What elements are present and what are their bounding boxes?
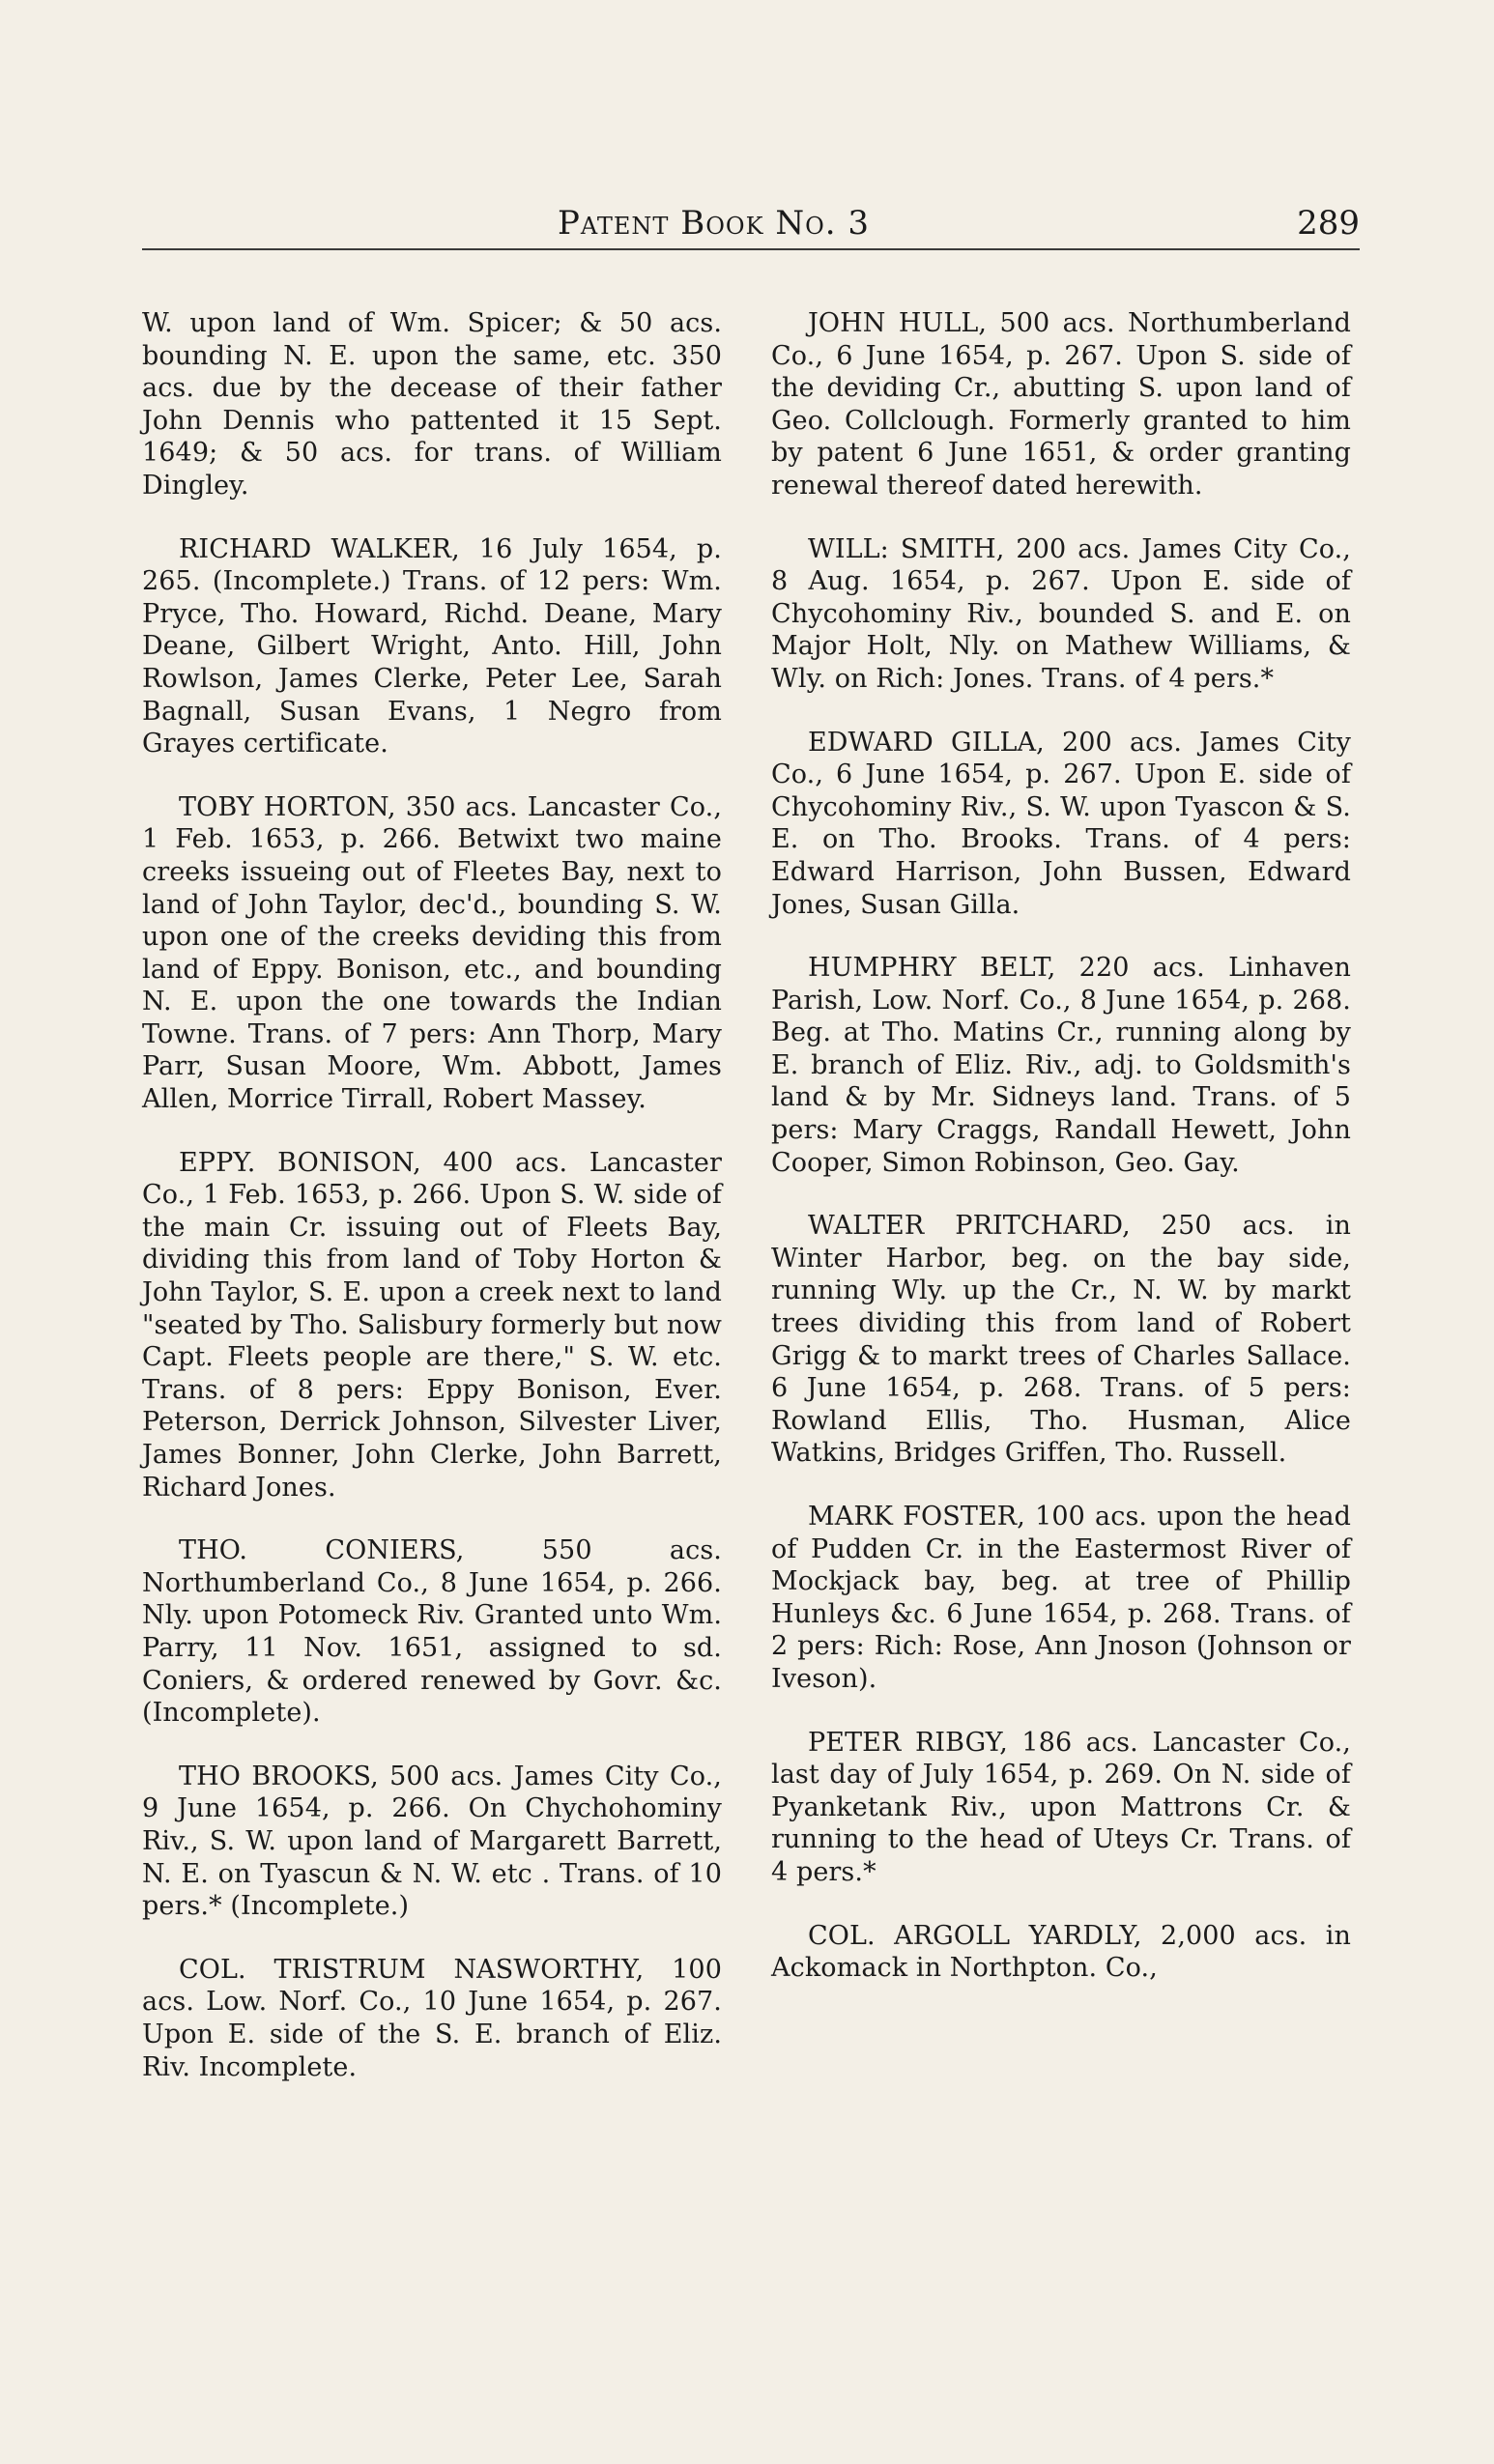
patent-entry: EDWARD GILLA, 200 acs. James City Co., 6 June 1654, p. 267. Upon E. side of Chycohominy Riv., S. W. upon Tyascon & S. E. on Tho. Brooks. Trans. of 4 pers: Edward Harrison, John Bussen, Edward Jones, Susan Gilla. (771, 727, 1351, 920)
patent-entry: W. upon land of Wm. Spicer; & 50 acs. bounding N. E. upon the same, etc. 350 acs. due by the decease of their father John Dennis who pattented it 15 Sept. 1649; & 50 acs. for trans. of William Dingley. (142, 308, 722, 501)
page-number: 289 (1297, 204, 1360, 243)
patent-entry: THO BROOKS, 500 acs. James City Co., 9 June 1654, p. 266. On Chychohominy Riv., S. W. upon land of Margarett Barrett, N. E. on Tyascun & N. W. etc . Trans. of 10 pers.* (Incomplete.) (142, 1761, 722, 1922)
patent-entry: PETER RIBGY, 186 acs. Lancaster Co., last day of July 1654, p. 269. On N. side of Pyanketank Riv., upon Mattrons Cr. & running to the head of Uteys Cr. Trans. of 4 pers.* (771, 1727, 1351, 1887)
patent-entry: JOHN HULL, 500 acs. Northumberland Co., 6 June 1654, p. 267. Upon S. side of the deviding Cr., abutting S. upon land of Geo. Collclough. Formerly granted to him by patent 6 June 1651, & order granting renewal thereof dated herewith. (771, 308, 1351, 501)
left-column (142, 307, 722, 2114)
patent-entry: COL. TRISTRUM NASWORTHY, 100 acs. Low. Norf. Co., 10 June 1654, p. 267. Upon E. side of the S. E. branch of Eliz. Riv. Incomplete. (142, 1954, 722, 2082)
patent-entry: WILL: SMITH, 200 acs. James City Co., 8 Aug. 1654, p. 267. Upon E. side of Chycohominy Riv., bounded S. and E. on Major Holt, Nly. on Mathew Williams, & Wly. on Rich: Jones. Trans. of 4 pers.* (771, 533, 1351, 694)
patent-entry: RICHARD WALKER, 16 July 1654, p. 265. (Incomplete.) Trans. of 12 pers: Wm. Pryce, Tho. Howard, Richd. Deane, Mary Deane, Gilbert Wright, Anto. Hill, John Rowlson, James Clerke, Peter Lee, Sarah Bagnall, Susan Evans, 1 Negro from Grayes certificate. (142, 533, 722, 759)
patent-entry: COL. ARGOLL YARDLY, 2,000 acs. in Ackomack in Northpton. Co., (771, 1920, 1351, 1984)
patent-entry: HUMPHRY BELT, 220 acs. Linhaven Parish, Low. Norf. Co., 8 June 1654, p. 268. Beg. at Tho. Matins Cr., running along by E. branch of Eliz. Riv., adj. to Goldsmith's land & by Mr. Sidneys land. Trans. of 5 pers: Mary Craggs, Randall Hewett, John Cooper, Simon Robinson, Geo. Gay. (771, 953, 1351, 1178)
right-column (771, 307, 1351, 2016)
running-header (142, 200, 1360, 250)
running-title: Patent Book No. 3 (558, 204, 870, 243)
patent-entry: TOBY HORTON, 350 acs. Lancaster Co., 1 Feb. 1653, p. 266. Betwixt two maine creeks issueing out of Fleetes Bay, next to land of John Taylor, dec'd., bounding S. W. upon one of the creeks deviding this from land of Eppy. Bonison, etc., and bounding N. E. upon the one towards the Indian Towne. Trans. of 7 pers: Ann Thorp, Mary Parr, Susan Moore, Wm. Abbott, James Allen, Morrice Tirrall, Robert Massey. (142, 791, 722, 1115)
patent-entry: THO. CONIERS, 550 acs. Northumberland Co., 8 June 1654, p. 266. Nly. upon Potomeck Riv. Granted unto Wm. Parry, 11 Nov. 1651, assigned to sd. Coniers, & ordered renewed by Govr. &c. (Incomplete). (142, 1535, 722, 1729)
patent-entry: EPPY. BONISON, 400 acs. Lancaster Co., 1 Feb. 1653, p. 266. Upon S. W. side of the main Cr. issuing out of Fleets Bay, dividing this from land of Toby Horton & John Taylor, S. E. upon a creek next to land "seated by Tho. Salisbury formerly but now Capt. Fleets people are there," S. W. etc. Trans. of 8 pers: Eppy Bonison, Ever. Peterson, Derrick Johnson, Silvester Liver, James Bonner, John Clerke, John Barrett, Richard Jones. (142, 1147, 722, 1503)
patent-entry: WALTER PRITCHARD, 250 acs. in Winter Harbor, beg. on the bay side, running Wly. up the Cr., N. W. by markt trees dividing this from land of Robert Grigg & to markt trees of Charles Sallace. 6 June 1654, p. 268. Trans. of 5 pers: Rowland Ellis, Tho. Husman, Alice Watkins, Bridges Griffen, Tho. Russell. (771, 1211, 1351, 1469)
patent-entry: MARK FOSTER, 100 acs. upon the head of Pudden Cr. in the Eastermost River of Mockjack bay, beg. at tree of Phillip Hunleys &c. 6 June 1654, p. 268. Trans. of 2 pers: Rich: Rose, Ann Jnoson (Johnson or Iveson). (771, 1502, 1351, 1694)
